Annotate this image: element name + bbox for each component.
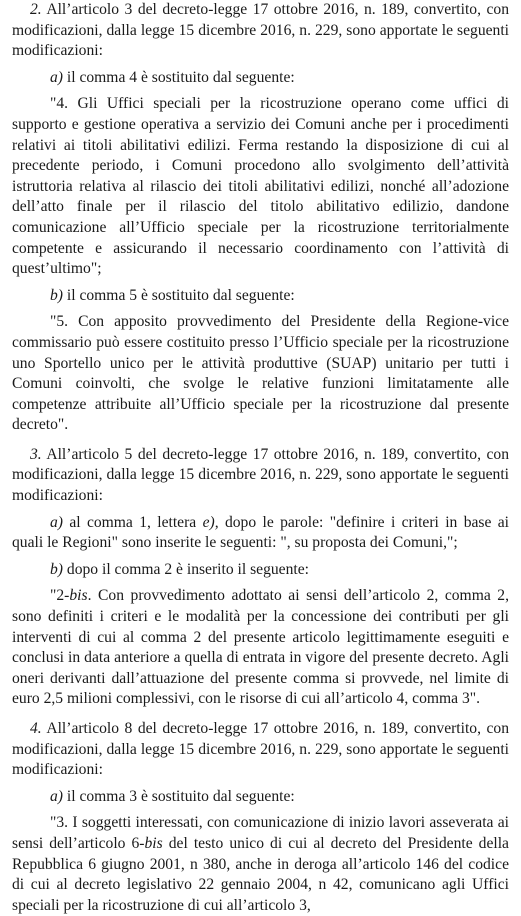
letter-marker: b) bbox=[50, 560, 63, 578]
letter-text-prefix: al comma 1, lettera bbox=[63, 513, 203, 531]
letter-marker: b) bbox=[50, 286, 63, 304]
quote-text: "5. Con apposito provvedimento del Presidente della Regione-vice commissario può essere costituito presso l’Ufficio speciale per la ricostruzione uno Sportello unico per le attività produttive (SUAP) unitario per tutti i Comuni coinvolti, che svolge le relative funzioni limitatamente alle competenze attribuite all’Ufficio speciale per la ricostruzione dal presente decreto". bbox=[12, 313, 509, 434]
letter-marker: a) bbox=[50, 787, 63, 805]
letter-text: dopo le parole: "definire i criteri in base ai quali le Regioni" sono inserite le seguenti: ", su proposta dei Comuni,"; bbox=[12, 513, 510, 552]
quoted-comma bbox=[12, 586, 509, 710]
article-paragraph bbox=[12, 719, 509, 781]
quoted-comma bbox=[12, 312, 509, 436]
letter-marker: a) bbox=[50, 513, 63, 531]
paragraph-text: All’articolo 5 del decreto-legge 17 ottobre 2016, n. 189, convertito, con modificazioni, dalla legge 15 dicembre 2016, n. 229, sono apportate le seguenti modificazioni: bbox=[12, 445, 509, 505]
letter-text: il comma 3 è sostituito dal seguente: bbox=[63, 787, 295, 805]
quote-text-prefix: "2- bbox=[50, 587, 70, 605]
quote-text-italic: bis bbox=[69, 587, 88, 605]
letter-text: il comma 5 è sostituito dal seguente: bbox=[63, 286, 295, 304]
quoted-comma bbox=[12, 94, 509, 279]
letter-item bbox=[12, 787, 509, 808]
paragraph-text: All’articolo 3 del decreto-legge 17 ottobre 2016, n. 189, convertito, con modificazioni, dalla legge 15 dicembre 2016, n. 229, sono apportate le seguenti modificazioni: bbox=[12, 1, 509, 60]
document-page bbox=[12, 0, 510, 914]
letter-item bbox=[12, 560, 509, 581]
letter-text: il comma 4 è sostituito dal seguente: bbox=[63, 68, 295, 86]
letter-item bbox=[12, 68, 509, 89]
paragraph-number: 4. bbox=[30, 720, 42, 737]
letter-text-italic: e), bbox=[202, 513, 219, 531]
paragraph-number: 2. bbox=[30, 1, 42, 18]
letter-item bbox=[12, 286, 509, 307]
letter-marker: a) bbox=[50, 68, 63, 86]
quote-text-prefix: "3. I soggetti interessati, con comunicazione di inizio lavori asseverata ai sensi dell’articolo 6- bbox=[12, 814, 509, 852]
paragraph-text: All’articolo 8 del decreto-legge 17 ottobre 2016, n. 189, convertito, con modificazioni, dalla legge 15 dicembre 2016, n. 229, sono apportate le seguenti modificazioni: bbox=[12, 720, 509, 779]
article-paragraph bbox=[12, 0, 509, 62]
letter-item bbox=[12, 513, 509, 554]
quote-text: del testo unico di cui al decreto del Presidente della Repubblica 6 giugno 2001, n 380, anche in deroga all’articolo 146 del codice di cui al decreto legislativo 22 gennaio 2004, n 42, comunicano agli Uffici speciali per la ricostruzione di cui all’articolo 3, bbox=[12, 834, 509, 914]
quote-text-italic: bis bbox=[144, 834, 163, 852]
quote-text: . Con provvedimento adottato ai sensi dell’articolo 2, comma 2, sono definiti i criteri e le modalità per la concessione dei contributi per gli interventi di cui al comma 2 del presente articolo legittimamente eseguiti e conclusi in data anteriore a quella di entrata in vigore del presente decreto. Agli oneri derivanti dall’attuazione del presente comma si provvede, nel limite di euro 2,5 milioni complessivi, con le risorse di cui all’articolo 4, comma 3". bbox=[12, 587, 509, 708]
article-paragraph bbox=[12, 445, 509, 507]
letter-text: dopo il comma 2 è inserito il seguente: bbox=[63, 560, 309, 578]
quoted-comma bbox=[12, 813, 509, 916]
paragraph-number: 3. bbox=[30, 445, 42, 463]
quote-text: "4. Gli Uffici speciali per la ricostruzione operano come uffici di supporto e gestione operativa a servizio dei Comuni anche per i procedimenti relativi ai titoli abilitativi edilizi. Ferma restando la disposizione di cui al precedente periodo, i Comuni procedono allo svolgimento dell’attività istruttoria relativa al rilascio dei titoli abilitativi edilizi, nonché all’adozione dell’atto finale per il rilascio del titolo abilitativo edilizio, dandone comunicazione all’Ufficio speciale per la ricostruzione territorialmente competente e assicurando il necessario coordinamento con l’attività di quest’ultimo"; bbox=[12, 95, 509, 278]
